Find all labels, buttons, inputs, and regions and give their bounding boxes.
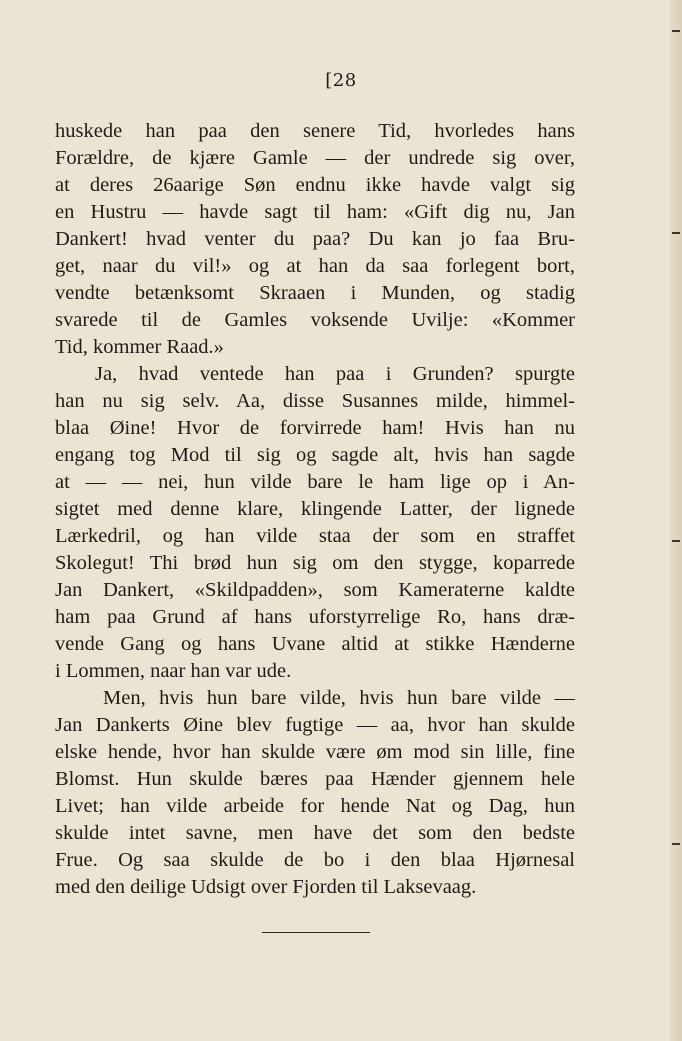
- text-line: vende Gang og hans Uvane altid at stikke Hænderne: [55, 633, 575, 655]
- edge-mark: [672, 843, 680, 845]
- text-line: med den deilige Udsigt over Fjorden til Laksevaag.: [55, 876, 477, 898]
- edge-mark: [672, 30, 680, 32]
- text-line: vendte betænksomt Skraaen i Munden, og stadig: [55, 282, 575, 304]
- text-line: Jan Dankert, «Skildpadden», som Kameraterne kaldte: [55, 579, 575, 601]
- text-line: engang tog Mod til sig og sagde alt, hvis han sagde: [55, 444, 575, 466]
- body-text: [55, 118, 575, 901]
- text-line: Livet; han vilde arbeide for hende Nat og Dag, hun: [55, 795, 575, 817]
- text-line: elske hende, hvor han skulde være øm mod sin lille, fine: [55, 741, 575, 763]
- text-line: blaa Øine! Hvor de forvirrede ham! Hvis han nu: [55, 417, 575, 439]
- text-line: svarede til de Gamles voksende Uvilje: «Kommer: [55, 309, 575, 331]
- text-line: at — — nei, hun vilde bare le ham lige op i An-: [55, 471, 575, 493]
- text-line: Dankert! hvad venter du paa? Du kan jo faa Bru-: [55, 228, 575, 250]
- text-line: get, naar du vil!» og at han da saa forlegent bort,: [55, 255, 575, 277]
- text-line: Jan Dankerts Øine blev fugtige — aa, hvor han skulde: [55, 714, 575, 736]
- edge-mark: [672, 232, 680, 234]
- text-line: Frue. Og saa skulde de bo i den blaa Hjørnesal: [55, 849, 575, 871]
- text-line: i Lommen, naar han var ude.: [55, 660, 292, 682]
- text-line: sigtet med denne klare, klingende Latter, der lignede: [55, 498, 575, 520]
- text-line: huskede han paa den senere Tid, hvorledes hans: [55, 120, 575, 142]
- text-line: skulde intet savne, men have det som den bedste: [55, 822, 575, 844]
- text-line: at deres 26aarige Søn endnu ikke havde valgt sig: [55, 174, 575, 196]
- text-line: Men, hvis hun bare vilde, hvis hun bare vilde —: [103, 687, 575, 709]
- section-rule: [262, 932, 370, 933]
- page-edge: [670, 0, 682, 1041]
- text-line: en Hustru — havde sagt til ham: «Gift dig nu, Jan: [55, 201, 575, 223]
- edge-mark: [672, 540, 680, 542]
- text-line: Ja, hvad ventede han paa i Grunden? spurgte: [95, 363, 575, 385]
- page-number: [28: [325, 70, 357, 91]
- text-line: ham paa Grund af hans uforstyrrelige Ro, hans dræ-: [55, 606, 575, 628]
- text-line: Tid, kommer Raad.»: [55, 336, 224, 358]
- text-line: han nu sig selv. Aa, disse Susannes milde, himmel-: [55, 390, 575, 412]
- text-line: Lærkedril, og han vilde staa der som en straffet: [55, 525, 575, 547]
- text-line: Blomst. Hun skulde bæres paa Hænder gjennem hele: [55, 768, 575, 790]
- text-line: Skolegut! Thi brød hun sig om den stygge, koparrede: [55, 552, 575, 574]
- text-line: Forældre, de kjære Gamle — der undrede sig over,: [55, 147, 575, 169]
